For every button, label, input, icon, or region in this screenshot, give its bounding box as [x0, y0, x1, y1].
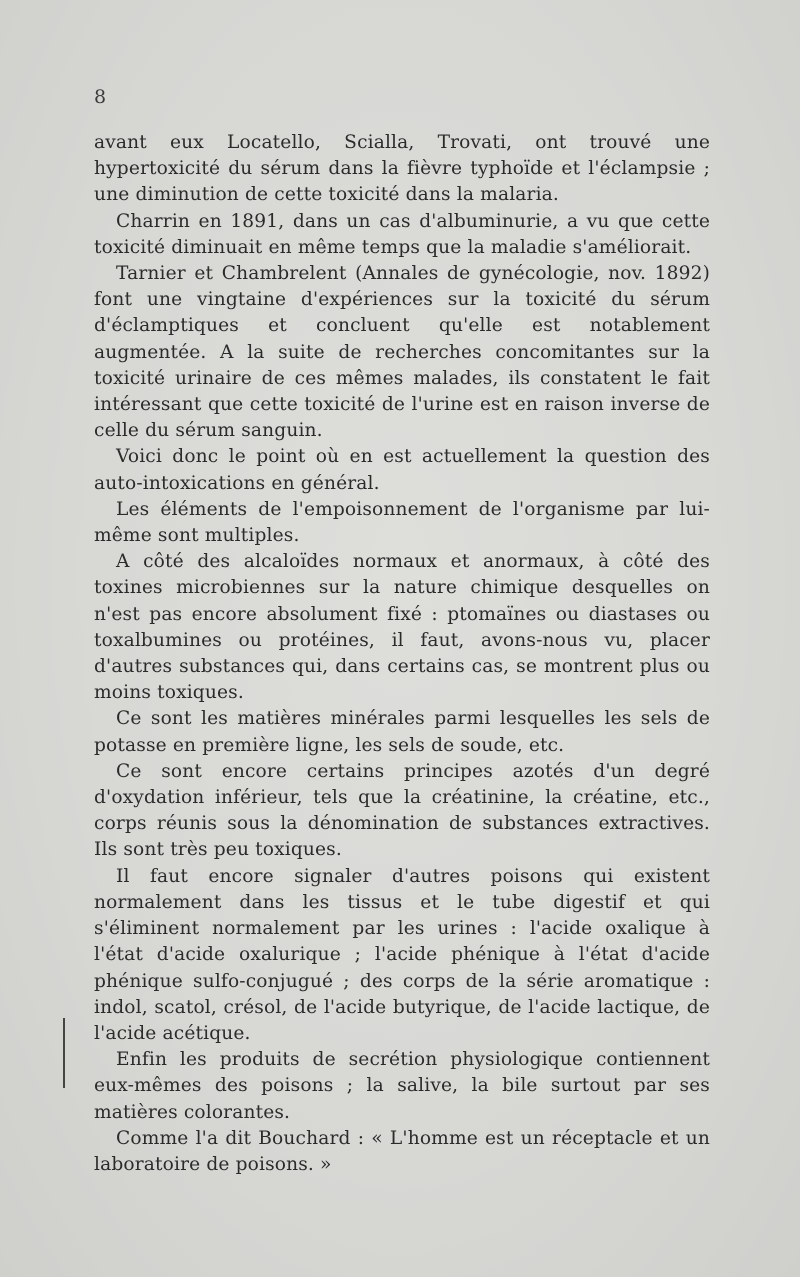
paragraph: avant eux Locatello, Scialla, Trovati, ont trouvé une hypertoxicité du sérum dans la fièvre typhoïde et l'éclampsie ; une diminution de cette toxicité dans la malaria. — [94, 132, 710, 206]
margin-line-mark — [63, 1018, 65, 1088]
paragraph: Voici donc le point où en est actuellement la question des auto-intoxications en général. — [94, 446, 710, 494]
paragraph: Tarnier et Chambrelent (Annales de gynécologie, nov. 1892) font une vingtaine d'expériences sur la toxicité du sérum d'éclamptiques et concluent qu'elle est notablement augmentée. A la suite de recherches concomitantes sur la toxicité urinaire de ces mêmes malades, ils constatent le fait intéressant que cette toxicité de l'urine est en raison inverse de celle du sérum sanguin. — [94, 263, 710, 442]
paragraph: Charrin en 1891, dans un cas d'albuminurie, a vu que cette toxicité diminuait en même temps que la maladie s'améliorait. — [94, 210, 710, 258]
body-text — [94, 130, 710, 1178]
paragraph: Enfin les produits de secrétion physiologique contiennent eux-mêmes des poisons ; la salive, la bile surtout par ses matières colorantes. — [94, 1049, 710, 1123]
paragraph: Il faut encore signaler d'autres poisons qui existent normalement dans les tissus et le tube digestif et qui s'éliminent normalement par les urines : l'acide oxalique à l'état d'acide oxalurique ; l'acide phénique à l'état d'acide phénique sulfo-conjugué ; des corps de la série aromatique : indol, scatol, crésol, de l'acide butyrique, de l'acide lactique, de l'acide acétique. — [94, 865, 710, 1044]
paragraph: A côté des alcaloïdes normaux et anormaux, à côté des toxines microbiennes sur la nature chimique desquelles on n'est pas encore absolument fixé : ptomaïnes ou diastases ou toxalbumines ou protéines, il faut, avons-nous vu, placer d'autres substances qui, dans certains cas, se montrent plus ou moins toxiques. — [94, 551, 710, 704]
paragraph: Ce sont les matières minérales parmi lesquelles les sels de potasse en première ligne, les sels de soude, etc. — [94, 708, 710, 756]
paragraph: Comme l'a dit Bouchard : « L'homme est un réceptacle et un laboratoire de poisons. » — [94, 1127, 710, 1175]
page-number: 8 — [94, 86, 107, 108]
paragraph: Ce sont encore certains principes azotés d'un degré d'oxydation inférieur, tels que la créatinine, la créatine, etc., corps réunis sous la dénomination de substances extractives. Ils sont très peu toxiques. — [94, 760, 710, 861]
paragraph: Les éléments de l'empoisonnement de l'organisme par lui-même sont multiples. — [94, 498, 710, 547]
